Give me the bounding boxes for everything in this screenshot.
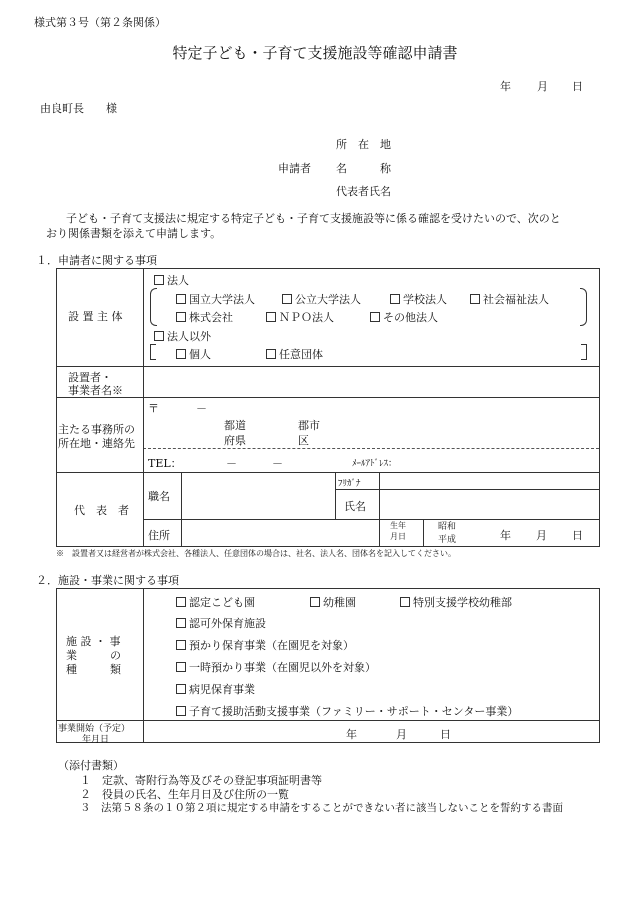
non-corp-option[interactable] [154,328,211,344]
family-support-checkbox[interactable] [176,706,186,716]
corp-public-univ[interactable] [282,291,361,307]
kabushiki-checkbox[interactable] [176,312,186,322]
corp-label: 法人 [167,274,189,287]
facility-type-label-a: 施 設 ・ 事 [66,635,121,648]
prefecture-label-1: 都道 [224,419,246,432]
birth-label-1: 生年 [390,521,406,530]
addressee: 由良町長 様 [40,102,117,115]
birth-label-2: 月日 [390,532,406,541]
form-number: 様式第３号（第２条関係） [34,16,166,29]
start-month: 月 [396,728,407,741]
corp-school[interactable] [390,291,447,307]
school-corp-label: 学校法人 [403,293,447,306]
city-label-1: 郡市 [298,419,320,432]
section2-heading: ２．施設・事業に関する事項 [36,574,179,587]
kindergarten-label: 幼稚園 [323,596,356,609]
office-label-1: 主たる事務所の [58,423,135,436]
setup-entity-label: 設 置 主 体 [68,310,123,323]
type-kindergarten[interactable] [310,594,356,610]
operator-label-2: 事業者名※ [68,384,123,397]
corp-npo[interactable] [266,309,334,325]
attachment-item-2: ２ 役員の氏名、生年月日及び住所の一覧 [80,788,289,801]
kindergarten-checkbox[interactable] [310,597,320,607]
other-corp-checkbox[interactable] [370,312,380,322]
representative-label: 代 表 者 [74,504,129,517]
non-corp-checkbox[interactable] [154,331,164,341]
social-welfare-label: 社会福祉法人 [483,293,549,306]
city-label-2: 区 [298,434,309,447]
special-school-checkbox[interactable] [400,597,410,607]
social-welfare-checkbox[interactable] [470,294,480,304]
sick-child-care-checkbox[interactable] [176,684,186,694]
operator-label-1: 設置者・ [68,371,112,384]
position-label: 職名 [148,490,170,503]
other-corp-label: その他法人 [383,311,438,324]
page-title: 特定子ども・子育て支援施設等確認申請書 [172,44,458,62]
type-kodomoen[interactable] [176,594,255,610]
non-corp-individual[interactable] [176,346,211,362]
corp-checkbox[interactable] [154,275,164,285]
special-school-label: 特別支援学校幼稚部 [413,596,512,609]
facility-type-label-c: 種 類 [66,663,121,676]
voluntary-group-label: 任意団体 [279,348,323,361]
corp-kabushiki[interactable] [176,309,233,325]
attachment-item-3: ３ 法第５８条の１０第２項に規定する申請をすることができない者に該当しないことを誓約する書面 [80,802,563,814]
postal-mark: 〒 [148,402,159,415]
kodomoen-label: 認定こども園 [189,596,255,609]
corp-other[interactable] [370,309,438,325]
public-univ-label: 公立大学法人 [295,293,361,306]
type-item-4[interactable] [176,681,255,697]
sick-child-care-label: 病児保育事業 [189,683,255,696]
date-day: 日 [572,80,583,93]
individual-checkbox[interactable] [176,349,186,359]
date-month: 月 [537,80,548,93]
date-year: 年 [500,80,511,93]
applicant-representative-label: 代表者氏名 [336,185,391,198]
start-date-label-1: 事業開始（予定） [58,724,131,734]
tel-label: TEL： [148,457,182,470]
type-item-2[interactable] [176,637,354,653]
non-corp-voluntary[interactable] [266,346,323,362]
birth-day: 日 [572,529,583,542]
corp-national-univ[interactable] [176,291,255,307]
start-date-label-2: 年月日 [82,735,110,745]
postal-dash: － [196,402,207,415]
office-label-2: 所在地・連絡先 [58,437,135,450]
era-showa: 昭和 [438,522,457,532]
applicant-label: 申請者 [278,162,311,175]
intro-line-2: おり関係書類を添えて申請します。 [46,227,222,240]
birth-year: 年 [500,529,511,542]
applicant-name-label: 名 称 [336,162,391,175]
attachments-heading: （添付書類） [58,759,124,772]
corp-option[interactable] [154,272,189,288]
kodomoen-checkbox[interactable] [176,597,186,607]
birth-month: 月 [536,529,547,542]
npo-label: ＮＰＯ法人 [279,311,334,324]
section1-note: ※ 設置者又は経営者が株式会社、各種法人、任意団体の場合は、社名、法人名、団体名を記入してください。 [56,549,456,558]
start-day: 日 [440,728,451,741]
temporary-care-checkbox[interactable] [176,662,186,672]
attachment-item-1: １ 定款、寄附行為等及びその登記事項証明書等 [80,774,322,787]
tel-dash-2: － [272,457,283,470]
unlicensed-nursery-checkbox[interactable] [176,618,186,628]
tel-dash-1: － [226,457,237,470]
public-univ-checkbox[interactable] [282,294,292,304]
extended-care-label: 預かり保育事業（在園児を対象） [189,639,354,652]
section1-heading: １．申請者に関する事項 [36,254,157,267]
kabushiki-label: 株式会社 [189,311,233,324]
type-item-1[interactable] [176,615,266,631]
type-item-3[interactable] [176,659,376,675]
temporary-care-label: 一時預かり事業（在園児以外を対象） [189,661,376,674]
individual-label: 個人 [189,348,211,361]
prefecture-label-2: 府県 [224,434,246,447]
corp-social-welfare[interactable] [470,291,549,307]
facility-type-label-b: 業 の [66,649,121,662]
email-label: ﾒｰﾙｱﾄﾞﾚｽ： [352,459,398,469]
family-support-label: 子育て援助活動支援事業（ファミリー・サポート・センター事業） [189,705,519,718]
rep-name-label: 氏名 [344,500,366,513]
non-corp-label: 法人以外 [167,330,211,343]
intro-line-1: 子ども・子育て支援法に規定する特定子ども・子育て支援施設等に係る確認を受けたいので、次のと [66,212,561,225]
voluntary-group-checkbox[interactable] [266,349,276,359]
furigana-label: ﾌﾘｶﾞﾅ [338,479,361,489]
school-corp-checkbox[interactable] [390,294,400,304]
unlicensed-nursery-label: 認可外保育施設 [189,617,266,630]
national-univ-checkbox[interactable] [176,294,186,304]
npo-checkbox[interactable] [266,312,276,322]
rep-address-label: 住所 [148,529,170,542]
start-year: 年 [346,728,357,741]
type-special-school[interactable] [400,594,512,610]
type-item-5[interactable] [176,703,518,719]
applicant-location-label: 所 在 地 [336,138,391,151]
extended-care-checkbox[interactable] [176,640,186,650]
era-heisei: 平成 [438,535,457,545]
national-univ-label: 国立大学法人 [189,293,255,306]
